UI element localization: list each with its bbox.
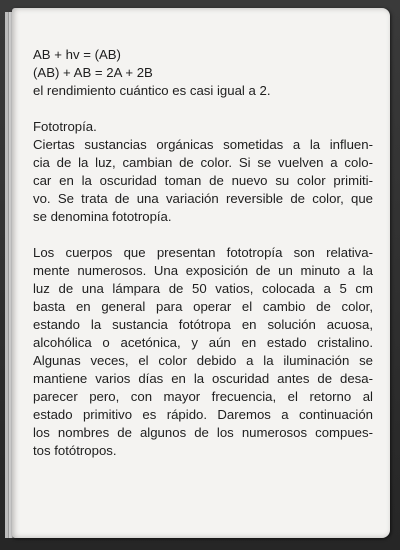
paragraph-line: estando la sustancia fotótropa en solución acuosa,	[33, 317, 373, 332]
paragraph-line: se denomina fototropía.	[33, 209, 172, 224]
paragraph-line: estado primitivo es rápido. Daremos a continuación	[33, 407, 373, 422]
paragraph-line: car en la oscuridad toman de nuevo su color primiti-	[33, 173, 373, 188]
paragraph-line: Algunas veces, el color debido a la iluminación se	[33, 353, 373, 368]
paragraph-line: cia de la luz, cambian de color. Si se vuelven a colo-	[33, 155, 373, 170]
formula-line: (AB) + AB = 2A + 2B	[33, 65, 153, 80]
paragraph-line: Ciertas sustancias orgánicas sometidas a la influen-	[33, 137, 373, 152]
paragraph-line: los nombres de algunos de los numerosos compues-	[33, 425, 373, 440]
paragraph-line: Los cuerpos que presentan fototropía son relativa-	[33, 245, 373, 260]
section-title: Fototropía.	[33, 119, 97, 134]
paragraph-gap	[33, 226, 373, 244]
paragraph-line: vo. Se trata de una variación reversible de color, que	[33, 191, 373, 206]
paragraph-gap	[33, 100, 373, 118]
paragraph-line: mantiene varios días en la oscuridad antes de desa-	[33, 371, 373, 386]
paragraph-line: basta en general para operar el cambio de color,	[33, 299, 373, 314]
paragraph-line: tos fotótropos.	[33, 443, 117, 458]
paragraph-line: luz de una lámpara de 50 vatios, colocada a 5 cm	[33, 281, 373, 296]
intro-line: el rendimiento cuántico es casi igual a 2.	[33, 83, 271, 98]
paragraph-line: parecer pero, con mayor frecuencia, el retorno al	[33, 389, 373, 404]
paragraph-line: alcohólica o acetónica, y aún en estado cristalino.	[33, 335, 373, 350]
page-text	[33, 46, 373, 460]
paragraph-line: mente numerosos. Una exposición de un minuto a la	[33, 263, 373, 278]
formula-line: AB + hv = (AB)	[33, 47, 121, 62]
book-page[interactable]	[12, 8, 390, 538]
